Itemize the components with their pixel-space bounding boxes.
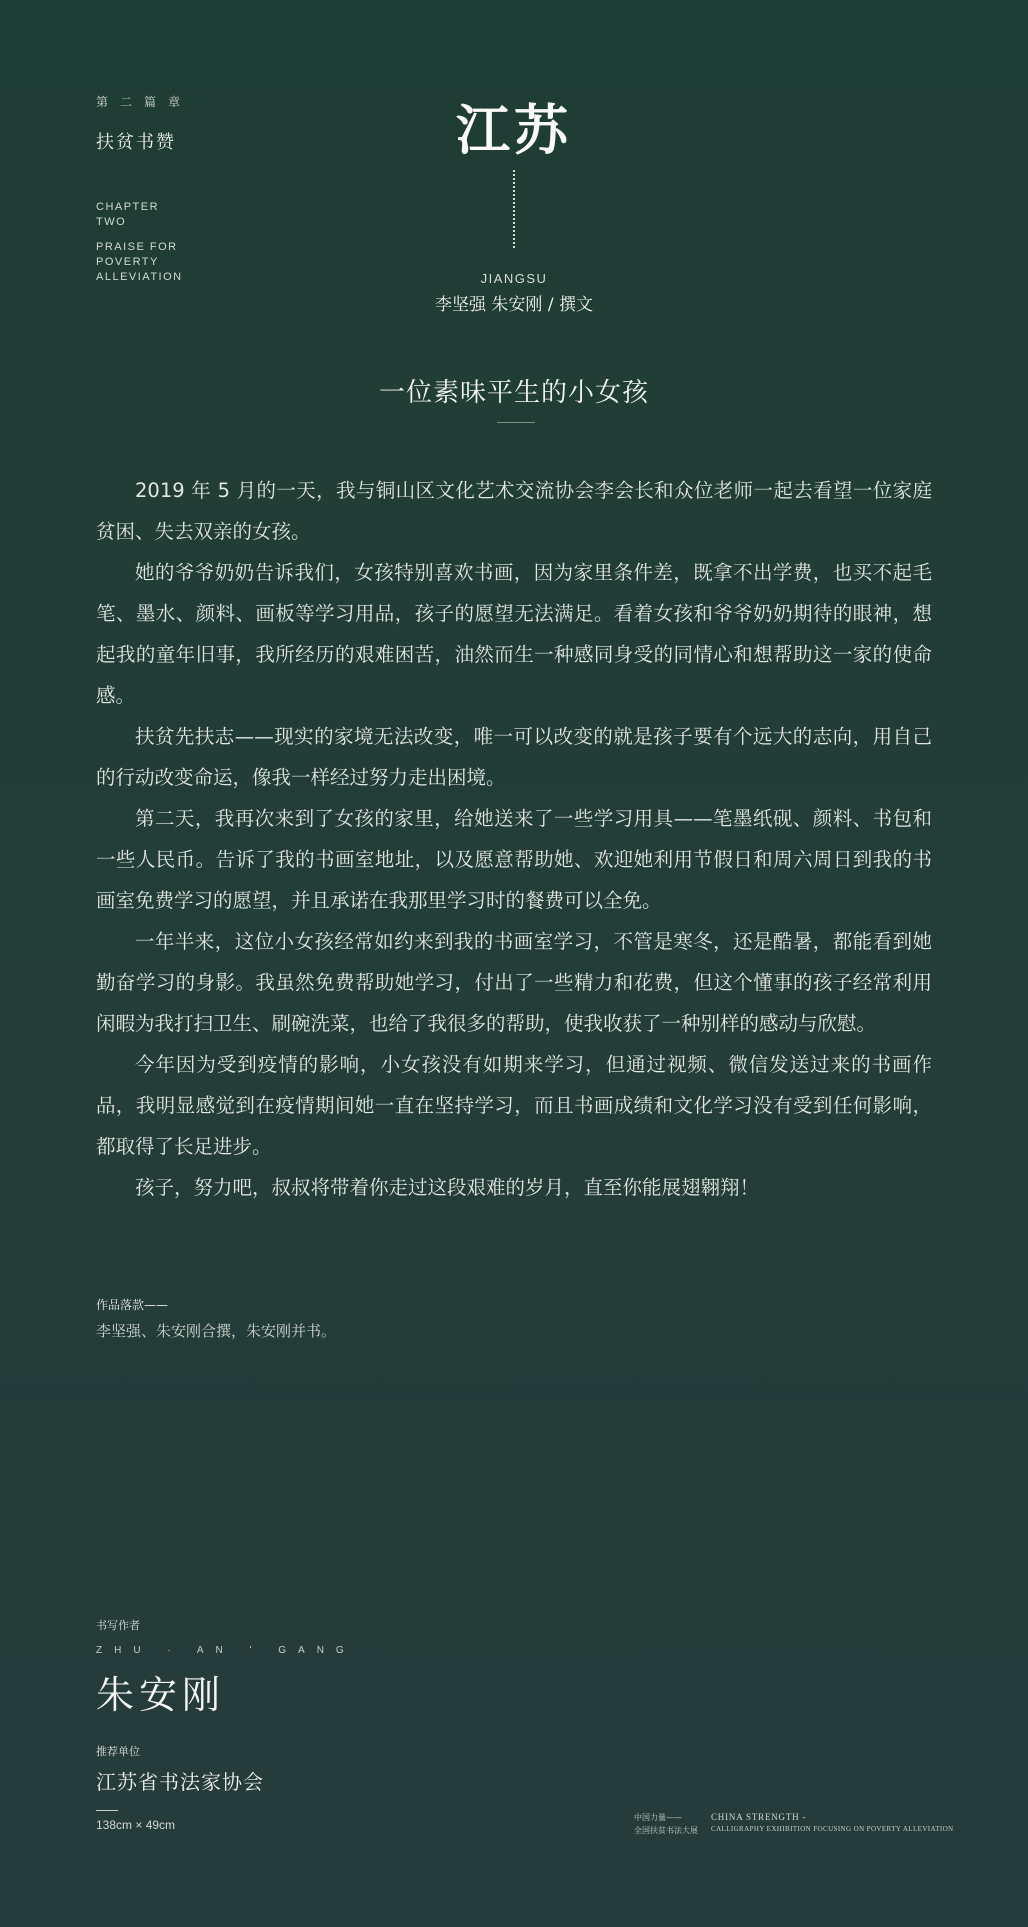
size-divider: [96, 1810, 118, 1811]
exhibition-en-subtitle: CALLIGRAPHY EXHIBITION FOCUSING ON POVERTY ALLEVIATION: [711, 1825, 954, 1833]
exhibition-cn-line: 全国扶贫书法大展: [634, 1826, 698, 1835]
article-paragraph: 她的爷爷奶奶告诉我们，女孩特别喜欢书画，因为家里条件差，既拿不出学费，也买不起毛笔、墨水、颜料、画板等学习用品，孩子的愿望无法满足。看着女孩和爷爷奶奶期待的眼神，想起我的童年旧事，我所经历的艰难困苦，油然而生一种感同身受的同情心和想帮助这一家的使命感。: [96, 561, 932, 707]
article-paragraph: 扶贫先扶志——现实的家境无法改变，唯一可以改变的就是孩子要有个远大的志向，用自己的行动改变命运，像我一样经过努力走出困境。: [96, 725, 932, 789]
article-title: 一位素味平生的小女孩: [378, 378, 649, 408]
inscription-label: 作品落款——: [96, 1298, 169, 1312]
exhibition-cn-line: 中国力量——: [634, 1813, 682, 1822]
writer-pinyin: ZHU · AN ' GANG: [96, 1645, 356, 1656]
article-paragraph: 孩子，努力吧，叔叔将带着你走过这段艰难的岁月，直至你能展翅翱翔！: [135, 1176, 760, 1199]
chapter-en-line: TWO: [96, 216, 127, 228]
chapter-en-line: CHAPTER: [96, 201, 160, 213]
writer-name: 朱安刚: [96, 1673, 226, 1717]
province-en: JIANGSU: [480, 271, 548, 286]
chapter-en-line: PRAISE FOR: [96, 241, 178, 253]
article-paragraph: 一年半来，这位小女孩经常如约来到我的书画室学习，不管是寒冬，还是酷暑，都能看到她勤奋学习的身影。我虽然免费帮助她学习，付出了一些精力和花费，但这个懂事的孩子经常利用闲暇为我打扫卫生、刷碗洗菜，也给了我很多的帮助，使我收获了一种别样的感动与欣慰。: [96, 930, 932, 1035]
article-paragraph: 今年因为受到疫情的影响，小女孩没有如期来学习，但通过视频、微信发送过来的书画作品，我明显感觉到在疫情期间她一直在坚持学习，而且书画成绩和文化学习没有受到任何影响，都取得了长足进步。: [96, 1053, 932, 1158]
chapter-en-label: [96, 200, 159, 230]
dotted-divider: [513, 170, 517, 248]
recommender-name: 江苏省书法家协会: [96, 1770, 264, 1794]
chapter-title: 扶贫书赞: [96, 132, 176, 153]
inscription-text: 李坚强、朱安刚合撰，朱安刚并书。: [96, 1322, 337, 1340]
writer-label: 书写作者: [96, 1619, 140, 1632]
authors-line: 李坚强 朱安刚 / 撰文: [435, 295, 593, 315]
exhibition-en-title: CHINA STRENGTH -: [711, 1812, 807, 1822]
artwork-size: 138cm × 49cm: [96, 1818, 176, 1832]
recommender-label: 推荐单位: [96, 1745, 140, 1758]
article-body: [96, 470, 932, 1208]
article-paragraph: 2019 年 5 月的一天，我与铜山区文化艺术交流协会李会长和众位老师一起去看望一位家庭贫困、失去双亲的女孩。: [96, 479, 932, 543]
province-title: 江苏: [456, 98, 572, 162]
chapter-number: 第二篇章: [96, 95, 193, 109]
chapter-en-line: ALLEVIATION: [96, 271, 183, 283]
article-paragraph: 第二天，我再次来到了女孩的家里，给她送来了一些学习用具——笔墨纸砚、颜料、书包和一些人民币。告诉了我的书画室地址，以及愿意帮助她、欢迎她利用节假日和周六周日到我的书画室免费学习的愿望，并且承诺在我那里学习时的餐费可以全免。: [96, 807, 932, 912]
chapter-en-line: POVERTY: [96, 256, 159, 268]
title-divider: [497, 422, 535, 423]
